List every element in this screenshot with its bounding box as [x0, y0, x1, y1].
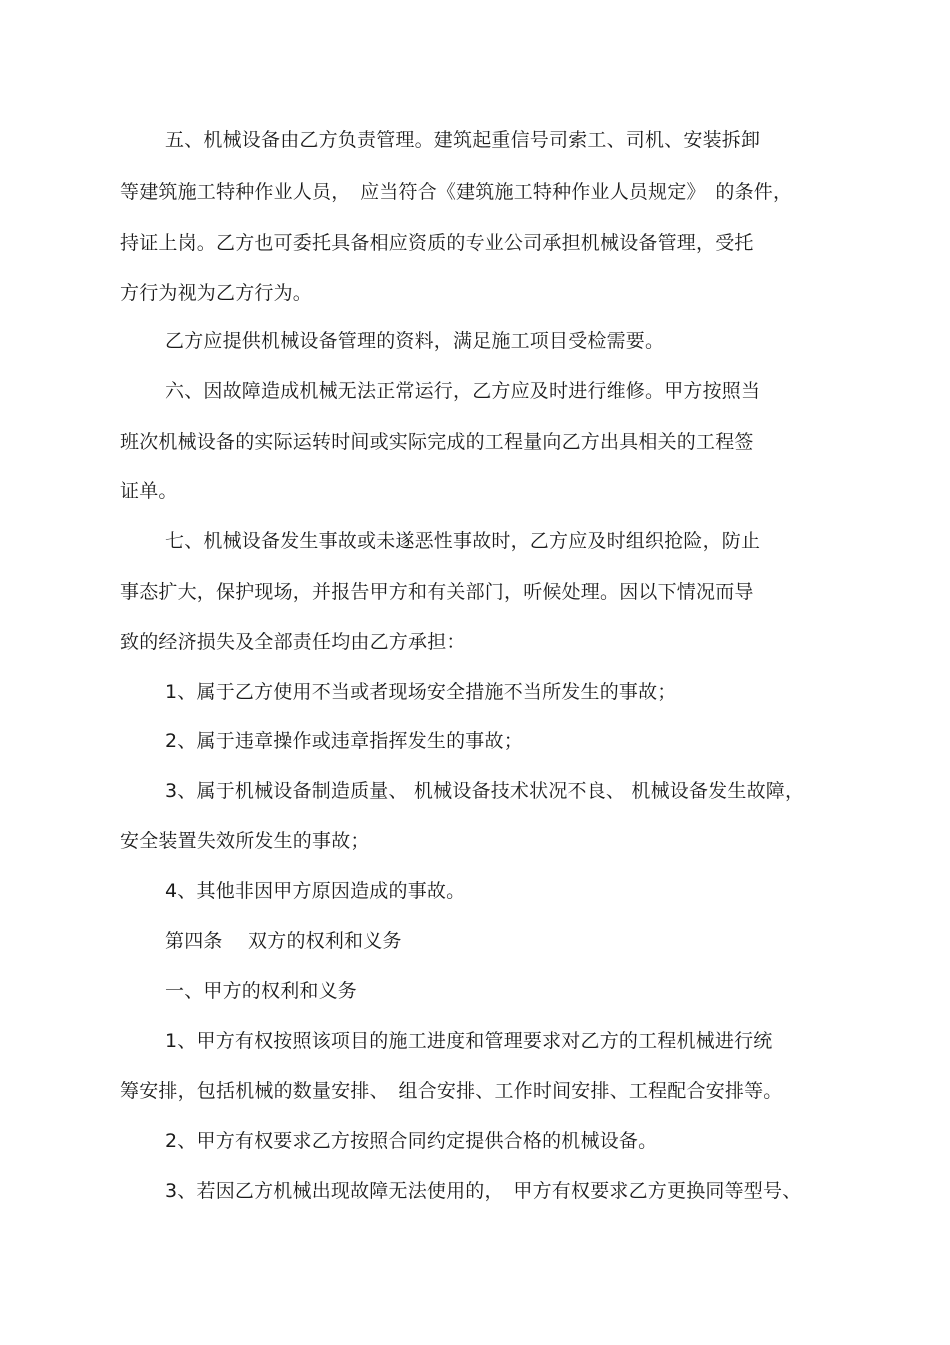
paragraph-6-line-1: 六、因故障造成机械无法正常运行，乙方应及时进行维修。甲方按照当 [165, 380, 761, 402]
party-a-item-3-line-1: 3、若因乙方机械出现故障无法使用的， 甲方有权要求乙方更换同等型号、 [165, 1180, 802, 1202]
paragraph-7-line-3: 致的经济损失及全部责任均由乙方承担： [120, 631, 466, 653]
list-item-3-line-1: 3、属于机械设备制造质量、 机械设备技术状况不良、 机械设备发生故障， [165, 780, 805, 802]
party-a-item-1-line-2: 筹安排，包括机械的数量安排、 组合安排、工作时间安排、工程配合安排等。 [120, 1080, 783, 1102]
paragraph-6-line-3: 证单。 [120, 480, 178, 502]
paragraph-5-line-4: 方行为视为乙方行为。 [120, 282, 313, 304]
paragraph-5-line-3: 持证上岗。乙方也可委托具备相应资质的专业公司承担机械设备管理，受托 [120, 232, 754, 254]
party-a-item-1-line-1: 1、甲方有权按照该项目的施工进度和管理要求对乙方的工程机械进行统 [165, 1030, 773, 1052]
paragraph-5-line-2: 等建筑施工特种作业人员， 应当符合《建筑施工特种作业人员规定》 的条件， [120, 181, 793, 203]
article-4-heading: 第四条 双方的权利和义务 [165, 930, 402, 952]
list-item-1: 1、属于乙方使用不当或者现场安全措施不当所发生的事故； [165, 681, 677, 703]
section-1-heading: 一、甲方的权利和义务 [165, 980, 358, 1002]
paragraph-5-line-1: 五、机械设备由乙方负责管理。建筑起重信号司索工、司机、安装拆卸 [165, 129, 761, 151]
paragraph-7-line-2: 事态扩大，保护现场，并报告甲方和有关部门，听候处理。因以下情况而导 [120, 581, 754, 603]
party-a-item-2: 2、甲方有权要求乙方按照合同约定提供合格的机械设备。 [165, 1130, 658, 1152]
paragraph-7-line-1: 七、机械设备发生事故或未遂恶性事故时，乙方应及时组织抢险，防止 [165, 530, 761, 552]
paragraph-5b-line-1: 乙方应提供机械设备管理的资料，满足施工项目受检需要。 [165, 330, 665, 352]
list-item-3-line-2: 安全装置失效所发生的事故； [120, 830, 370, 852]
list-item-2: 2、属于违章操作或违章指挥发生的事故； [165, 730, 523, 752]
list-item-4: 4、其他非因甲方原因造成的事故。 [165, 880, 466, 902]
paragraph-6-line-2: 班次机械设备的实际运转时间或实际完成的工程量向乙方出具相关的工程签 [120, 431, 754, 453]
